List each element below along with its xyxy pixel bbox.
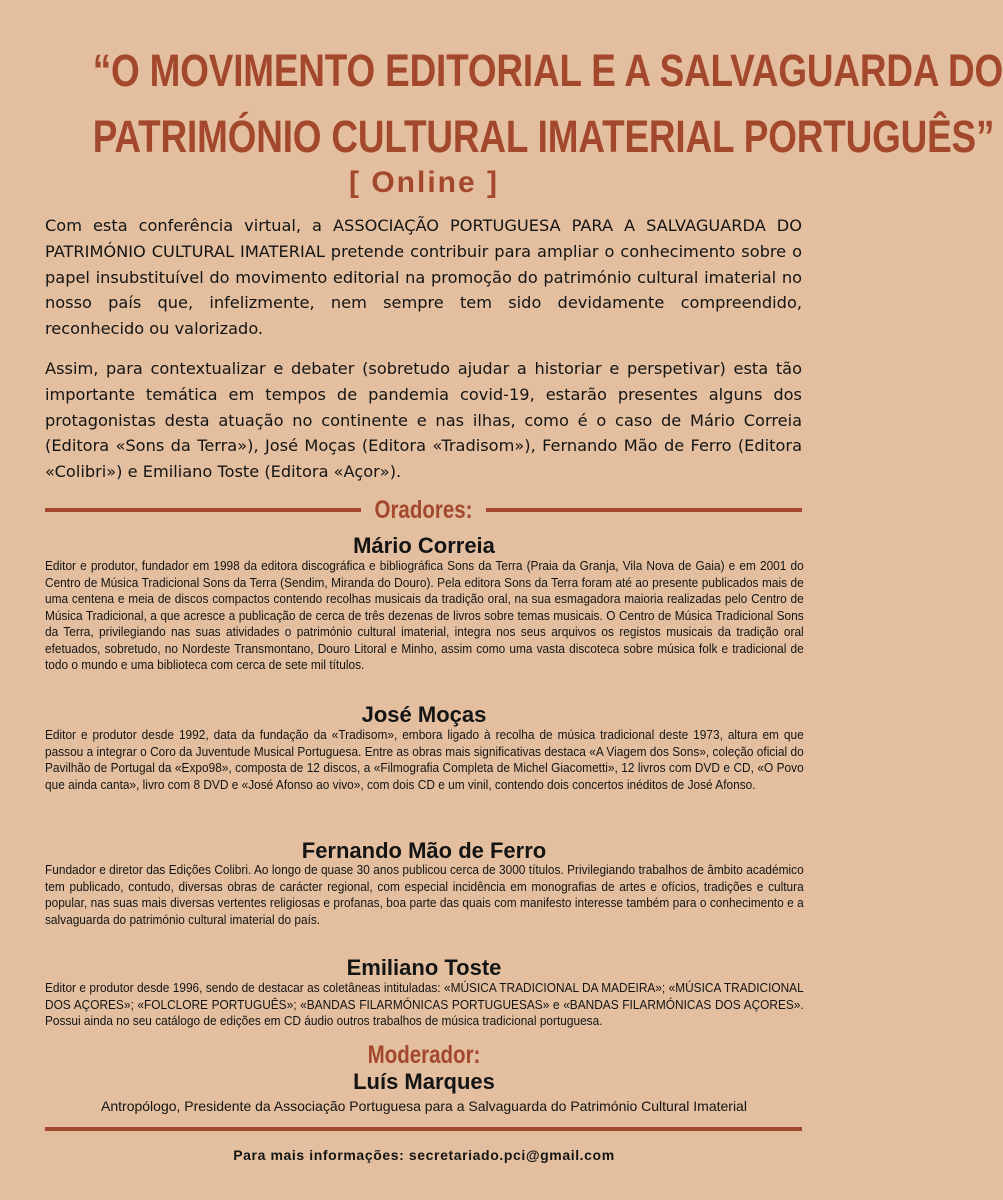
- speaker-bio-text: Editor e produtor, fundador em 1998 da editora discográfica e bibliográfica Sons da Terra (Praia da Granja, Vila Nova de Gaia) e em 2001 do Centro de Música Tradicional Sons da Terra (Sendim, Miranda do Douro). Pela editora Sons da Terra foram até ao presente publicados mais de uma centena e meia de discos compactos contendo recolhas musicais da tradição oral, na sua esmagadora maioria realizadas pelo Centro de Música Tradicional, a que acresce a publicação de cerca de três dezenas de livros sobre temas musicais. O Centro de Música Tradicional Sons da Terra, privilegiando nas suas atividades o património cultural imaterial, integra nos seus arquivos os registos musicais da tradição oral efetuados, sobretudo, no Nordeste Transmontano, Douro Litoral e Minho, assim como uma vasta discoteca sobre música folk e tradicional de todo o mundo e uma biblioteca com cerca de sete mil títulos.: [45, 558, 804, 672]
- speaker-bio-text: Fundador e diretor das Edições Colibri. Ao longo de quase 30 anos publicou cerca de 3000 títulos. Privilegiando trabalhos de âmbito académico tem publicado, contudo, diversas obras de carácter regional, com especial incidência em monografias de artes e ofícios, tradições e cultura popular, nas suas mais diversas vertentes religiosas e profanas, boa parte das quais com manifesto interesse também para o conhecimento e a salvaguarda do património cultural imaterial do país.: [45, 862, 804, 927]
- speaker-bio-text: Editor e produtor desde 1996, sendo de destacar as coletâneas intituladas: «MÚSICA TRADICIONAL DA MADEIRA»; «MÚSICA TRADICIONAL DOS AÇORES»; «FOLCLORE PORTUGUÊS»; «BANDAS FILARMÓNICAS PORTUGUESAS» e «BANDAS FILARMÓNICAS DOS AÇORES». Possui ainda no seu catálogo de edições em CD áudio outros trabalhos de música tradicional portuguesa.: [45, 980, 804, 1028]
- intro-paragraph-1: Com esta conferência virtual, a ASSOCIAÇÃO PORTUGUESA PARA A SALVAGUARDA DO PATRIMÓNIO CULTURAL IMATERIAL pretende contribuir para ampliar o conhecimento sobre o papel insubstituível do movimento editorial na promoção do património cultural imaterial no nosso país que, infelizmente, nem sempre tem sido devidamente compreendido, reconhecido ou valorizado.: [45, 216, 802, 339]
- speaker-bio: [45, 980, 804, 1030]
- speaker-bio: [45, 558, 804, 674]
- moderator-description: Antropólogo, Presidente da Associação Portuguesa para a Salvaguarda do Património Cultural Imaterial: [101, 1098, 747, 1114]
- poster-title-line-1: “O MOVIMENTO EDITORIAL E A SALVAGUARDA DO: [92, 45, 1003, 96]
- moderator-heading: Moderador:: [367, 1041, 481, 1069]
- speakers-heading: [45, 495, 802, 525]
- contact-info: Para mais informações: secretariado.pci@gmail.com: [233, 1147, 615, 1163]
- speaker-bio: [45, 862, 804, 928]
- event-format-label: [ Online ]: [349, 166, 499, 199]
- speaker-name: Mário Correia: [353, 533, 495, 558]
- speaker-name: José Moças: [361, 702, 487, 727]
- speaker-name: Emiliano Toste: [346, 955, 502, 980]
- footer-divider: [45, 1127, 802, 1131]
- poster-title-line-2: PATRIMÓNIO CULTURAL IMATERIAL PORTUGUÊS”: [92, 111, 995, 162]
- speaker-name: Fernando Mão de Ferro: [301, 838, 547, 863]
- intro-paragraph-2: Assim, para contextualizar e debater (sobretudo ajudar a historiar e perspetivar) esta tão importante temática em tempos de pandemia covid-19, estarão presentes alguns dos protagonistas desta atuação no continente e nas ilhas, como é o caso de Mário Correia (Editora «Sons da Terra»), José Moças (Editora «Tradisom»), Fernando Mão de Ferro (Editora «Colibri») e Emiliano Toste (Editora «Açor»).: [45, 359, 802, 482]
- speaker-bio: [45, 727, 804, 793]
- moderator-name: Luís Marques: [353, 1069, 495, 1094]
- speakers-heading-label: Oradores:: [374, 496, 473, 524]
- speaker-bio-text: Editor e produtor desde 1992, data da fundação da «Tradisom», embora ligado à recolha de música tradicional deste 1973, altura em que passou a integrar o Coro da Juventude Musical Portuguesa. Entre as obras mais significativas destaca «A Viagem dos Sons», coleção oficial do Pavilhão de Portugal da «Expo98», composta de 12 discos, a «Filmografia Completa de Michel Giacometti», 12 livros com DVD e CD, «O Povo que ainda canta», livro com 8 DVD e «José Afonso ao vivo», com dois CD e um vinil, contendo dois concertos inéditos de José Afonso.: [45, 727, 804, 792]
- divider-right: [486, 508, 802, 512]
